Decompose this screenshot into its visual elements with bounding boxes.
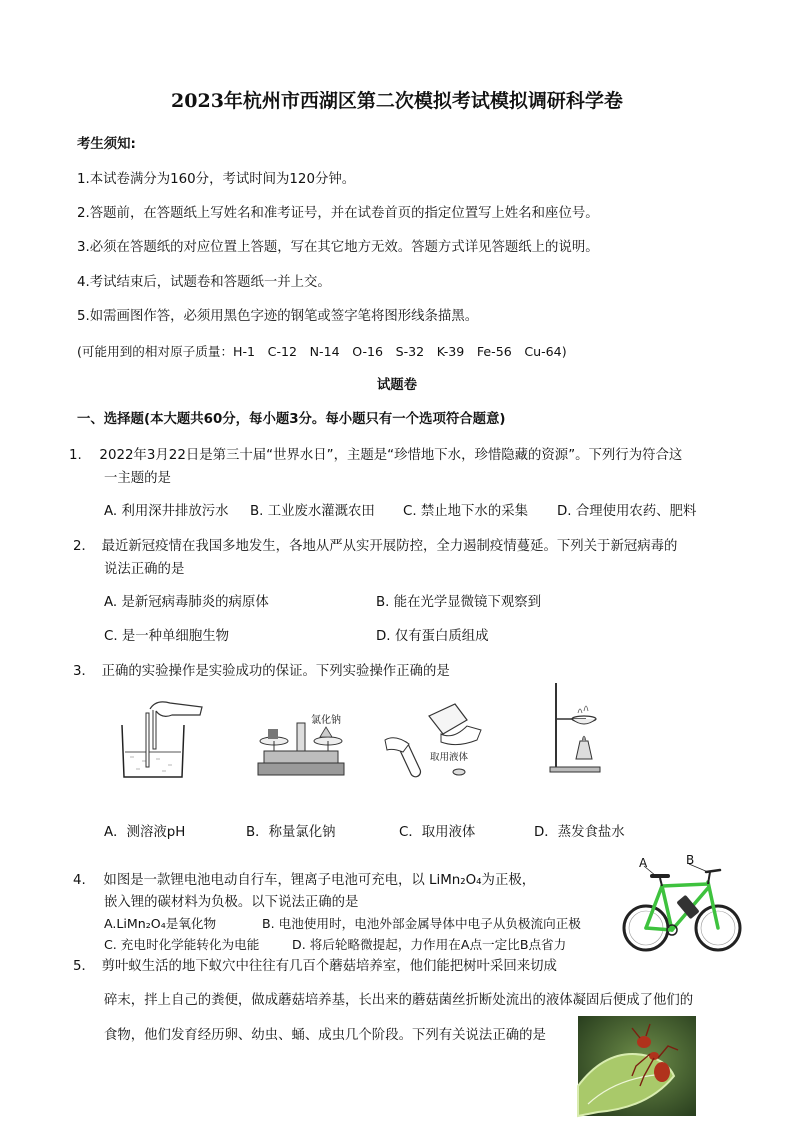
notice-item-2: 2.答题前，在答题纸上写姓名和准考证号，并在试卷首页的指定位置写上姓名和座位号。 (77, 206, 599, 221)
q4-option-a: A.LiMn₂O₄是氧化物 (104, 916, 217, 931)
q4-option-c: C. 充电时化学能转化为电能 (104, 937, 260, 952)
q3-option-d: D．蒸发食盐水 (534, 825, 625, 840)
q2-option-c: C. 是一种单细胞生物 (104, 629, 229, 644)
bike-label-b: B (686, 853, 695, 867)
notice-item-4: 4.考试结束后，试题卷和答题纸一并上交。 (77, 275, 331, 290)
q2-stem-line1: 2． 最近新冠疫情在我国多地发生，各地从严从实开展防控，全力遏制疫情蔓延。下列关于新冠病毒的 (73, 539, 678, 554)
q4-stem-line2: 嵌入锂的碳材料为负极。以下说法正确的是 (104, 895, 359, 910)
q1-option-c: C. 禁止地下水的采集 (403, 504, 528, 519)
q1-option-d: D. 合理使用农药、肥料 (557, 504, 697, 519)
section-label: 试题卷 (376, 378, 418, 393)
q1-option-a: A. 利用深井排放污水 (104, 504, 229, 519)
q5-stem-line3: 食物，他们发育经历卵、幼虫、蛹、成虫几个阶段。下列有关说法正确的是 (104, 1028, 546, 1043)
figure-evaporation (546, 683, 606, 773)
q4-option-d: D. 将后轮略微提起，力作用在A点一定比B点省力 (292, 937, 567, 952)
figure-leafcutter-ant-photo (578, 1016, 696, 1116)
q1-stem-line1: 1. 2022年3月22日是第三十届“世界水日”，主题是“珍惜地下水，珍惜隐藏的资源”。下列行为符合这 (69, 448, 683, 463)
figure-ph-test (116, 697, 206, 781)
q1-option-b: B. 工业废水灌溉农田 (250, 504, 375, 519)
figure-label-nacl: 氯化钠 (311, 715, 341, 726)
q4-stem-line1: 4. 如图是一款锂电池电动自行车，锂离子电池可充电，以 LiMn₂O₄为正极， (73, 873, 536, 888)
atomic-masses: (可能用到的相对原子质量：H-1 C-12 N-14 O-16 S-32 K-39 Fe-56 Cu-64) (77, 344, 567, 359)
q2-stem-line2: 说法正确的是 (104, 562, 185, 577)
q3-option-b: B．称量氯化钠 (246, 825, 336, 840)
q5-stem-line2: 碎末，拌上自己的粪便，做成蘑菇培养基，长出来的蘑菇菌丝折断处流出的液体凝固后便成了他们的 (104, 993, 694, 1008)
q3-stem: 3． 正确的实验操作是实验成功的保证。下列实验操作正确的是 (73, 664, 450, 679)
section-one-heading: 一、选择题(本大题共60分，每小题3分。每小题只有一个选项符合题意) (77, 412, 506, 427)
q3-option-a: A．测溶液pH (104, 825, 186, 840)
notice-item-1: 1.本试卷满分为160分，考试时间为120分钟。 (77, 172, 356, 187)
q2-option-b: B. 能在光学显微镜下观察到 (376, 595, 541, 610)
q5-stem-line1: 5． 剪叶蚁生活的地下蚁穴中往往有几百个蘑菇培养室，他们能把树叶采回来切成 (73, 959, 557, 974)
q2-option-a: A. 是新冠病毒肺炎的病原体 (104, 595, 269, 610)
page-title: 2023年杭州市西湖区第二次模拟考试模拟调研科学卷 (171, 90, 623, 112)
q3-option-c: C．取用液体 (399, 825, 476, 840)
notice-item-3: 3.必须在答题纸的对应位置上答题，写在其它地方无效。答题方式详见答题纸上的说明。 (77, 240, 599, 255)
notice-item-5: 5.如需画图作答，必须用黑色字迹的钢笔或签字笔将图形线条描黑。 (77, 309, 479, 324)
q2-option-d: D. 仅有蛋白质组成 (376, 629, 489, 644)
q4-option-b: B. 电池使用时，电池外部金属导体中电子从负极流向正极 (262, 916, 581, 931)
q1-stem-line2: 一主题的是 (104, 471, 171, 486)
bike-label-a: A (639, 856, 648, 870)
figure-pour-liquid (385, 700, 485, 780)
figure-label-take-liquid: 取用液体 (430, 752, 469, 763)
notice-heading: 考生须知: (77, 137, 136, 152)
